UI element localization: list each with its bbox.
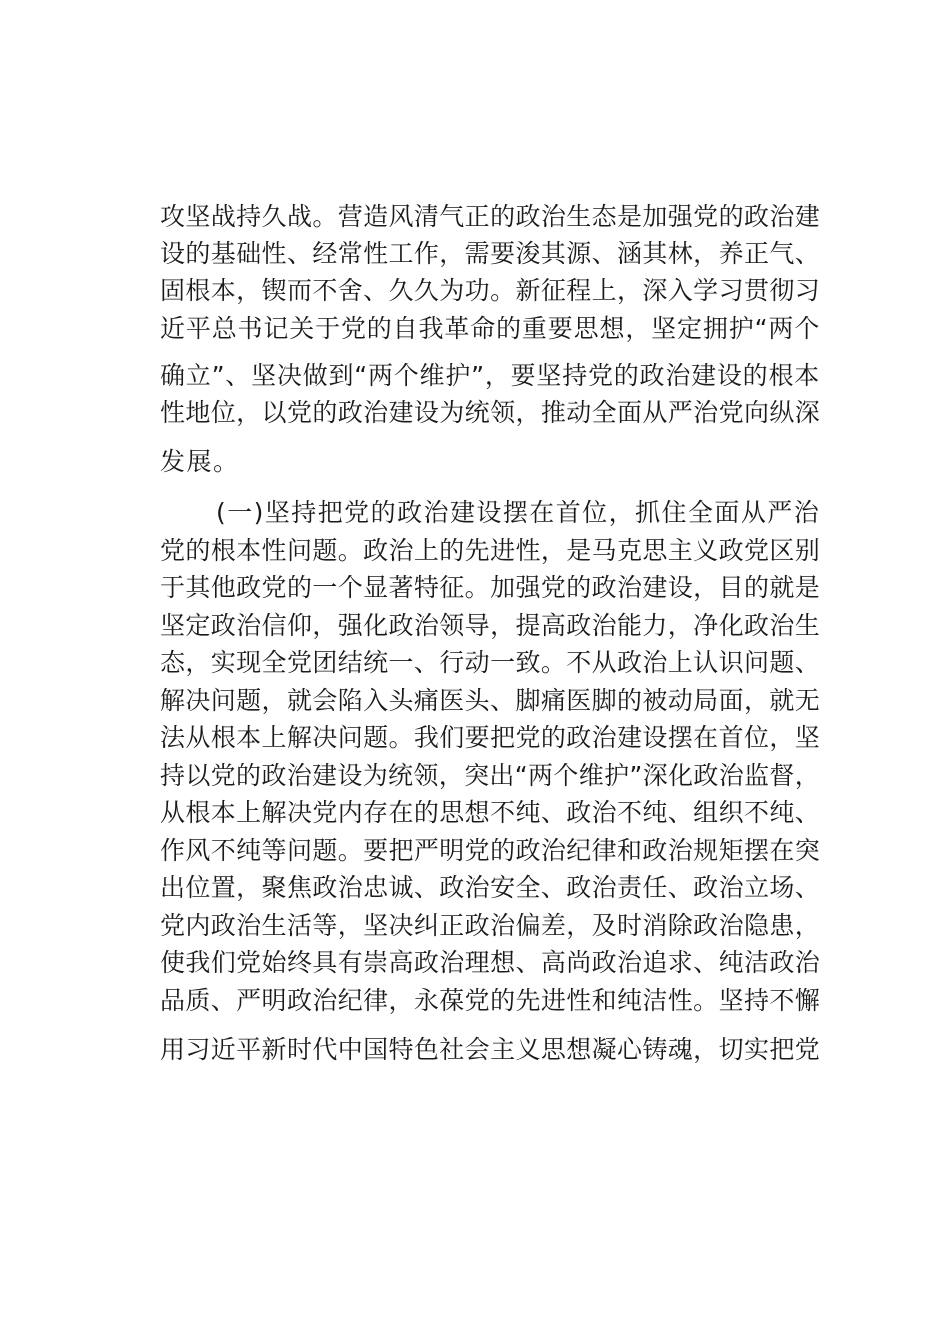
text-line: 从根本上解决党内存在的思想不纯、政治不纯、组织不纯、 [160,798,820,827]
text-line: 解决问题，就会陷入头痛医头、脚痛医脚的被动局面，就无 [160,686,820,715]
text-line: 确立”、坚决做到“两个维护”，要坚持党的政治建设的根本 [160,361,820,390]
text-line: 坚定政治信仰，强化政治领导，提高政治能力，净化政治生 [160,611,820,640]
text-line: 持以党的政治建设为统领，突出“两个维护”深化政治监督， [160,761,820,790]
text-line: 态，实现全党团结统一、行动一致。不从政治上认识问题、 [160,648,820,677]
text-line: 品质、严明政治纪律，永葆党的先进性和纯洁性。坚持不懈 [160,986,820,1015]
text-line: 近平总书记关于党的自我革命的重要思想，坚定拥护“两个 [160,314,820,343]
text-line: 性地位，以党的政治建设为统领，推动全面从严治党向纵深 [160,398,820,427]
text-line: 出位置，聚焦政治忠诚、政治安全、政治责任、政治立场、 [160,873,820,902]
text-line: 法从根本上解决问题。我们要把党的政治建设摆在首位，坚 [160,723,820,752]
text-line: 于其他政党的一个显著特征。加强党的政治建设，目的就是 [160,573,820,602]
text-line: 使我们党始终具有崇高政治理想、高尚政治追求、纯洁政治 [160,948,820,977]
text-line: 攻坚战持久战。营造风清气正的政治生态是加强党的政治建 [160,202,820,231]
paragraph-end-line: 发展。 [160,447,240,476]
text-line: 党的根本性问题。政治上的先进性，是马克思主义政党区别 [160,536,820,565]
text-line: 用习近平新时代中国特色社会主义思想凝心铸魂，切实把党 [160,1035,820,1064]
section-heading-line: (一)坚持把党的政治建设摆在首位，抓住全面从严治 [216,498,820,527]
text-line: 作风不纯等问题。要把严明党的政治纪律和政治规矩摆在突 [160,836,820,865]
text-line: 党内政治生活等，坚决纠正政治偏差，及时消除政治隐患， [160,911,820,940]
text-line: 固根本，锲而不舍、久久为功。新征程上，深入学习贯彻习 [160,276,820,305]
text-line: 设的基础性、经常性工作，需要浚其源、涵其林，养正气、 [160,239,820,268]
